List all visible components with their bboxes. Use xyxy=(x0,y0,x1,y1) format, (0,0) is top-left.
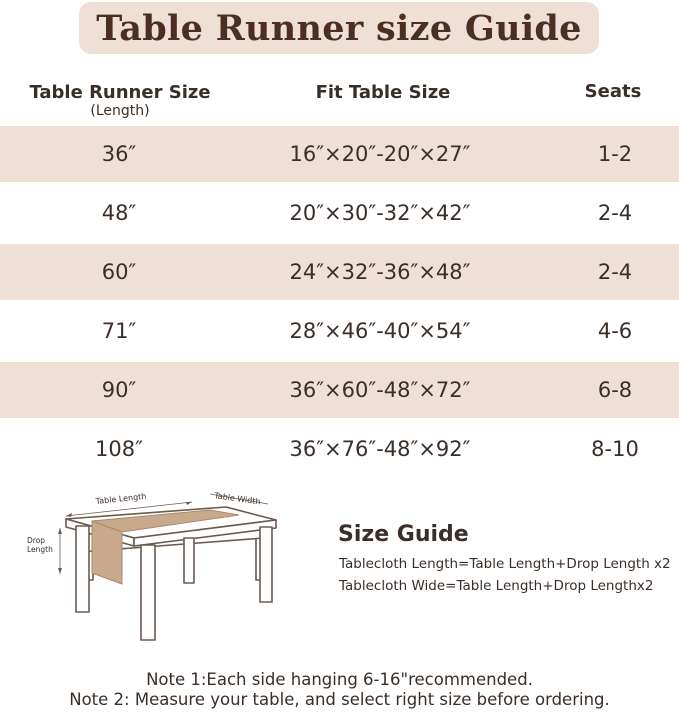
header-size: Table Runner Size xyxy=(29,82,211,103)
table-width-label: Table Width xyxy=(213,491,262,507)
seats-cell: 2-4 xyxy=(597,201,633,225)
fit-cell: 24″×32″-36″×48″ xyxy=(289,260,471,284)
table-length-label: Table Length xyxy=(95,491,147,506)
seats-cell: 8-10 xyxy=(591,437,639,461)
table-leg xyxy=(260,527,272,602)
formula-length: Tablecloth Length=Table Length+Drop Length x2 xyxy=(339,556,671,572)
size-cell: 60″ xyxy=(101,260,137,284)
seats-cell: 4-6 xyxy=(597,319,633,343)
size-cell: 90″ xyxy=(101,378,137,402)
seats-cell: 6-8 xyxy=(597,378,633,402)
drop-label-line2: Length xyxy=(27,545,53,554)
fit-cell: 16″×20″-20″×27″ xyxy=(289,142,471,166)
size-cell: 71″ xyxy=(101,319,137,343)
header-size-sub: (Length) xyxy=(90,103,150,119)
header-fit: Fit Table Size xyxy=(315,82,451,103)
title-banner xyxy=(79,2,599,54)
table-diagram-illustration xyxy=(24,490,286,650)
table-row xyxy=(0,126,679,182)
note-1: Note 1:Each side hanging 6-16"recommended. xyxy=(146,670,533,689)
size-cell: 108″ xyxy=(95,437,143,461)
size-cell: 36″ xyxy=(101,142,137,166)
formula-wide: Tablecloth Wide=Table Length+Drop Lengthx2 xyxy=(339,578,654,594)
seats-cell: 1-2 xyxy=(597,142,633,166)
fit-cell: 36″×60″-48″×72″ xyxy=(289,378,471,402)
size-cell: 48″ xyxy=(101,201,137,225)
header-seats: Seats xyxy=(584,81,642,102)
table-row xyxy=(0,303,679,359)
table-leg xyxy=(141,545,155,640)
table-row xyxy=(0,185,679,241)
table-leg xyxy=(76,526,89,612)
table-row xyxy=(0,421,679,477)
fit-cell: 28″×46″-40″×54″ xyxy=(289,319,471,343)
seats-cell: 2-4 xyxy=(597,260,633,284)
table-row xyxy=(0,244,679,300)
size-guide-title: Size Guide xyxy=(338,522,469,547)
table-row xyxy=(0,362,679,418)
drop-label-line1: Drop xyxy=(27,536,46,545)
table-leg xyxy=(184,538,194,583)
page-title: Table Runner size Guide xyxy=(96,7,582,49)
runner-drop xyxy=(92,521,122,584)
note-2: Note 2: Measure your table, and select right size before ordering. xyxy=(69,690,610,709)
fit-cell: 36″×76″-48″×92″ xyxy=(289,437,471,461)
fit-cell: 20″×30″-32″×42″ xyxy=(289,201,471,225)
